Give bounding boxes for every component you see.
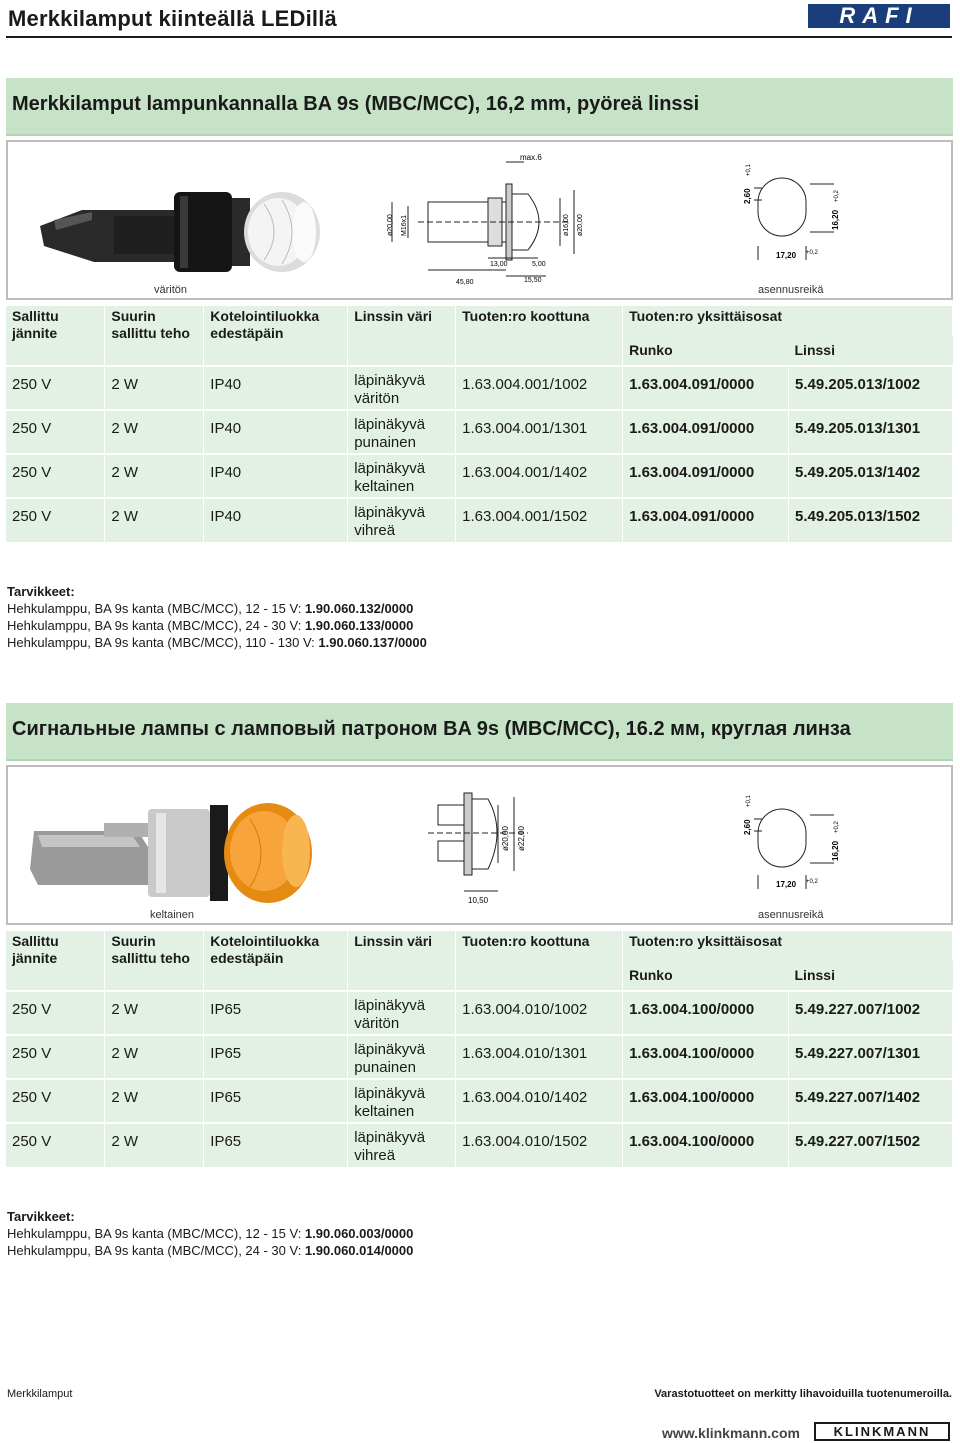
hdr-body: Runko (623, 336, 789, 366)
dim-d20b: ø20,00 (577, 214, 584, 236)
hdr-individual: Tuoten:ro yksittäisosat (623, 306, 953, 336)
dim-1620: 16,20 (831, 840, 840, 861)
footer-category: Merkkilamput (7, 1388, 73, 1400)
table-row: 250 V 2 W IP65 läpinäkyvä keltainen 1.63.004.010/1402 1.63.004.100/0000 5.49.227.007/1402 (6, 1079, 953, 1123)
section1-title-band (6, 78, 953, 136)
accessories-title: Tarvikkeet: (7, 1209, 75, 1224)
accessory-item: Hehkulamppu, BA 9s kanta (MBC/MCC), 24 - 30 V: 1.90.060.014/0000 (7, 1243, 414, 1258)
dim-1620-tol: +0,2 (834, 190, 840, 202)
hdr-lens: Linssi (789, 961, 953, 991)
hdr-voltage: Sallittu jännite (6, 306, 105, 366)
photo-caption: keltainen (150, 909, 195, 921)
hdr-body: Runko (623, 961, 789, 991)
hdr-assembled: Tuoten:ro koottuna (456, 931, 623, 991)
section2-title-band (6, 703, 953, 761)
dim-260-tol: +0,1 (746, 164, 752, 176)
dim-1720: 17,20 (776, 251, 797, 260)
dim-13: 13,00 (490, 261, 508, 268)
hdr-lens-color: Linssin väri (348, 931, 456, 991)
hdr-lens: Linssi (789, 336, 953, 366)
hole-caption: asennusreikä (758, 909, 824, 921)
hdr-individual: Tuoten:ro yksittäisosat (623, 931, 953, 961)
product-photo-amber (28, 789, 348, 907)
hole-caption: asennusreikä (758, 284, 824, 296)
accessory-item: Hehkulamppu, BA 9s kanta (MBC/MCC), 24 - 30 V: 1.90.060.133/0000 (7, 618, 414, 633)
header-divider (6, 36, 952, 38)
product-photo-clear (34, 170, 334, 280)
dim-m16: M16x1 (401, 214, 408, 236)
dim-1720-tol: +0,2 (806, 250, 818, 256)
dim-1050: 10,50 (468, 896, 489, 905)
section1-spec-table (6, 306, 953, 542)
dim-260: 2,60 (743, 819, 752, 835)
hdr-lens-color: Linssin väri (348, 306, 456, 366)
dim-max6: max.6 (520, 153, 542, 162)
hdr-power: Suurin sallittu teho (105, 931, 204, 991)
klinkmann-logo: KLINKMANN (814, 1422, 950, 1441)
accessory-item: Hehkulamppu, BA 9s kanta (MBC/MCC), 12 - 15 V: 1.90.060.003/0000 (7, 1226, 414, 1241)
accessories-title: Tarvikkeet: (7, 584, 75, 599)
table-row: 250 V 2 W IP40 läpinäkyvä punainen 1.63.004.001/1301 1.63.004.091/0000 5.49.205.013/1301 (6, 410, 953, 454)
section2-title: Сигнальные лампы с ламповый патроном BA 9s (MBC/MCC), 16.2 мм, круглая линза (12, 718, 851, 740)
photo-caption: väritön (154, 284, 188, 296)
dim-1720-tol: +0,2 (806, 879, 818, 885)
mounting-hole-drawing (734, 791, 844, 899)
hdr-voltage: Sallittu jännite (6, 931, 105, 991)
dim-d22: ø22,00 (517, 826, 526, 851)
accessory-item: Hehkulamppu, BA 9s kanta (MBC/MCC), 110 - 130 V: 1.90.060.137/0000 (7, 635, 427, 650)
dim-d20: ø20,00 (501, 826, 510, 851)
page-title: Merkkilamput kiinteällä LEDillä (8, 6, 337, 31)
footer-url-link[interactable]: www.klinkmann.com (662, 1425, 800, 1441)
section1-figure (6, 140, 953, 300)
dim-45: 45,80 (456, 279, 474, 286)
hdr-assembled: Tuoten:ro koottuna (456, 306, 623, 366)
table-row: 250 V 2 W IP65 läpinäkyvä väritön 1.63.004.010/1002 1.63.004.100/0000 5.49.227.007/1002 (6, 991, 953, 1035)
section2-figure (6, 765, 953, 925)
dim-15: 15,50 (524, 277, 542, 284)
hdr-protection: Kotelointiluokka edestäpäin (204, 931, 348, 991)
section1-title: Merkkilamput lampunkannalla BA 9s (MBC/MCC), 16,2 mm, pyöreä linssi (12, 93, 700, 115)
hdr-protection: Kotelointiluokka edestäpäin (204, 306, 348, 366)
dim-d20: ø20,00 (387, 214, 394, 236)
hdr-power: Suurin sallittu teho (105, 306, 204, 366)
table-row: 250 V 2 W IP40 läpinäkyvä vihreä 1.63.004.001/1502 1.63.004.091/0000 5.49.205.013/1502 (6, 498, 953, 542)
section2-spec-table (6, 931, 953, 1167)
table-row: 250 V 2 W IP40 läpinäkyvä keltainen 1.63.004.001/1402 1.63.004.091/0000 5.49.205.013/1402 (6, 454, 953, 498)
table-row: 250 V 2 W IP40 läpinäkyvä väritön 1.63.004.001/1002 1.63.004.091/0000 5.49.205.013/1002 (6, 366, 953, 410)
dim-1620-tol: +0,2 (834, 821, 840, 833)
dim-d16: ø16,00 (563, 214, 570, 236)
footer-stock-note: Varastotuotteet on merkitty lihavoiduilla tuotenumeroilla. (654, 1388, 952, 1400)
dimension-drawing-side (378, 150, 618, 290)
dim-260: 2,60 (743, 188, 752, 204)
section1-accessories (7, 583, 427, 651)
dimension-drawing-side (428, 779, 568, 915)
dim-5: 5,00 (532, 261, 546, 268)
table-row: 250 V 2 W IP65 läpinäkyvä punainen 1.63.004.010/1301 1.63.004.100/0000 5.49.227.007/1301 (6, 1035, 953, 1079)
dim-1620: 16,20 (831, 209, 840, 230)
dim-260-tol: +0,1 (746, 795, 752, 807)
table-row: 250 V 2 W IP65 läpinäkyvä vihreä 1.63.004.010/1502 1.63.004.100/0000 5.49.227.007/1502 (6, 1123, 953, 1167)
accessory-item: Hehkulamppu, BA 9s kanta (MBC/MCC), 12 - 15 V: 1.90.060.132/0000 (7, 601, 414, 616)
dim-1720: 17,20 (776, 880, 797, 889)
mounting-hole-drawing (734, 156, 844, 272)
section2-accessories (7, 1208, 413, 1259)
rafi-logo: RAFI (808, 4, 950, 28)
